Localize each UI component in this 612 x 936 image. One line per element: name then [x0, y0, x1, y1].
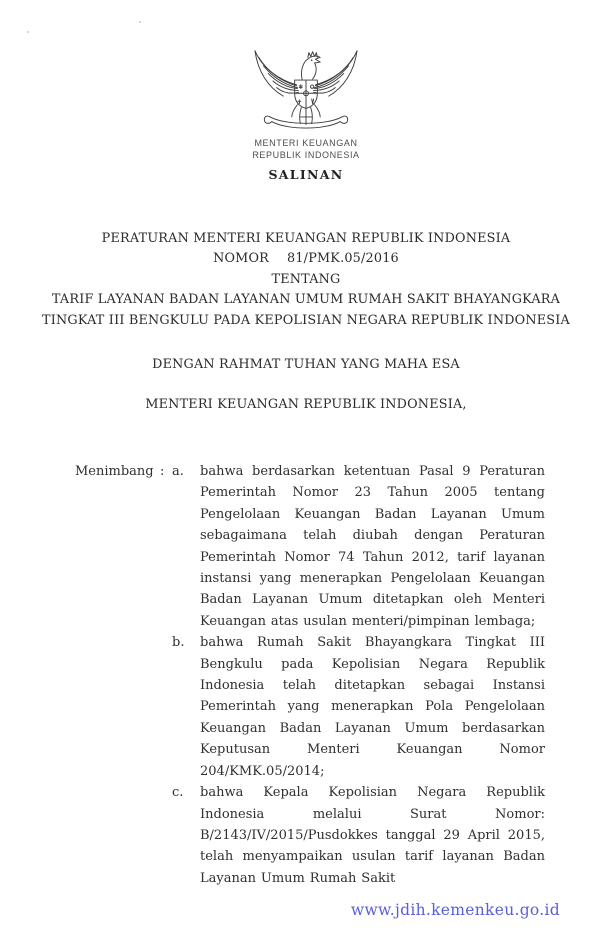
- scan-artifact-speck: [139, 21, 141, 23]
- item-marker: c.: [172, 785, 184, 801]
- menimbang-label: Menimbang: [75, 464, 154, 479]
- consideration-items: [172, 461, 545, 889]
- item-text: bahwa berdasarkan ketentuan Pasal 9 Peraturan Pemerintah Nomor 23 Tahun 2005 tentang Pengelolaan Keuangan Badan Layanan Umum sebagaimana telah diubah dengan Peraturan Pemerintah Nomor 74 Tahun 2012, tarif layanan instansi yang menerapkan Pengelolaan Keuangan Badan Layanan Umum ditetapkan oleh Menteri Keuangan atas usulan menteri/pimpinan lembaga;: [200, 464, 545, 629]
- invocation-line: DENGAN RAHMAT TUHAN YANG MAHA ESA: [152, 357, 460, 372]
- regulation-subject-line2: TINGKAT III BENGKULU PADA KEPOLISIAN NEGARA REPUBLIK INDONESIA: [42, 312, 570, 328]
- copy-stamp: SALINAN: [268, 167, 344, 182]
- regulation-about-label: TENTANG: [271, 271, 341, 287]
- garuda-pancasila-icon: [0, 46, 612, 133]
- letterhead: [0, 46, 612, 182]
- considerations-section: [75, 461, 545, 889]
- regulation-number-value: 81/PMK.05/2016: [287, 251, 399, 267]
- regulation-title: [31, 229, 581, 331]
- consideration-item-a: [172, 461, 545, 632]
- item-marker: a.: [172, 464, 184, 479]
- ministry-country: REPUBLIK INDONESIA: [252, 149, 360, 160]
- regulation-number-line: [31, 249, 581, 269]
- consideration-item-c: [172, 782, 545, 889]
- jdih-watermark-link: www.jdih.kemenkeu.go.id: [350, 901, 560, 919]
- scan-artifact-speck: [27, 31, 29, 33]
- consideration-item-b: [172, 632, 545, 782]
- regulation-title-line1: PERATURAN MENTERI KEUANGAN REPUBLIK INDONESIA: [101, 231, 511, 246]
- ministry-name: MENTERI KEUANGAN: [254, 138, 358, 148]
- issuer-line: MENTERI KEUANGAN REPUBLIK INDONESIA,: [145, 397, 467, 412]
- regulation-subject-line1: TARIF LAYANAN BADAN LAYANAN UMUM RUMAH SAKIT BHAYANGKARA: [51, 292, 561, 308]
- menimbang-colon: :: [160, 464, 165, 479]
- item-text: bahwa Kepala Kepolisian Negara Republik Indonesia melalui Surat Nomor: B/2143/IV/2015/Pusdokkes tanggal 29 April 2015, telah menyampaikan usulan tarif layanan Badan Layanan Umum Rumah Sakit: [200, 785, 545, 886]
- item-marker: b.: [172, 635, 185, 651]
- item-text: bahwa Rumah Sakit Bhayangkara Tingkat III Bengkulu pada Kepolisian Negara Republik Indonesia telah ditetapkan sebagai Instansi Pemerintah yang menerapkan Pola Pengelolaan Keuangan Badan Layanan Umum berdasarkan Keputusan Menteri Keuangan Nomor 204/KMK.05/2014;: [200, 635, 545, 779]
- regulation-number-label: NOMOR: [213, 251, 269, 267]
